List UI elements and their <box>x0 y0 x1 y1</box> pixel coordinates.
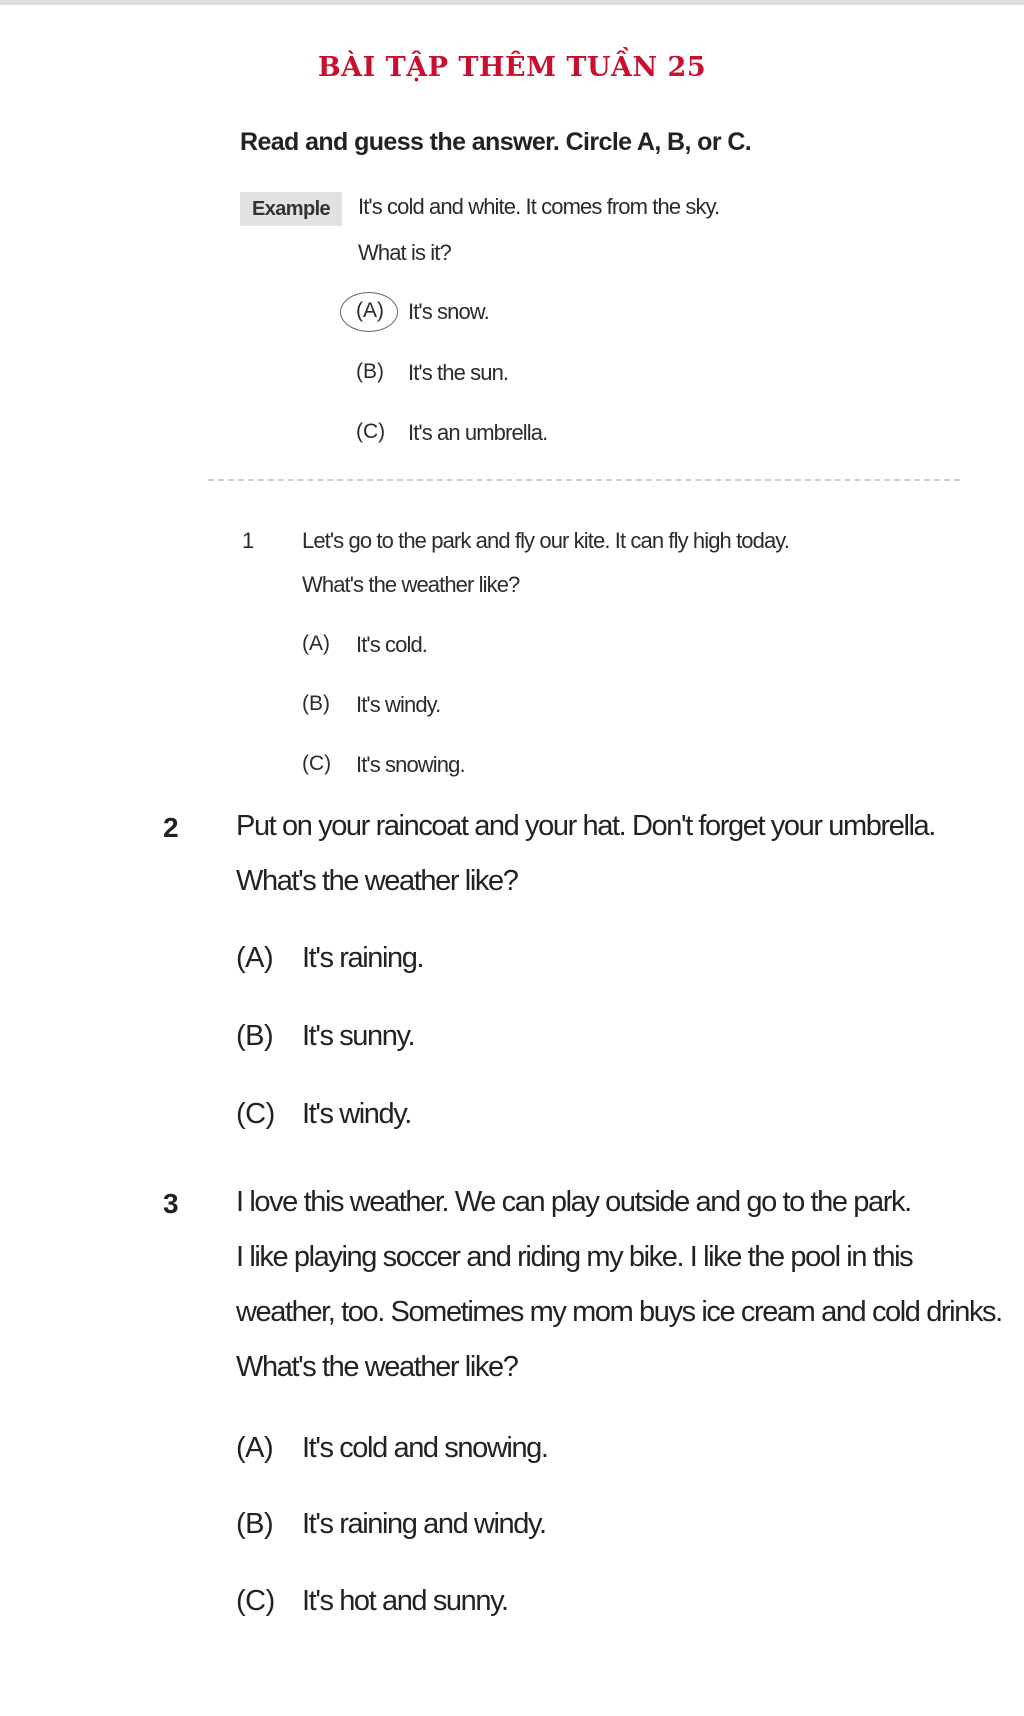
question-1-option-c-text: It's snowing. <box>356 752 465 777</box>
question-2-option-b-text: It's sunny. <box>302 1020 415 1052</box>
question-3-line-1: I love this weather. We can play outside and go to the park. <box>236 1186 911 1218</box>
question-1-option-b-letter[interactable]: (B) <box>302 692 330 715</box>
question-1-number: 1 <box>242 528 254 553</box>
question-1-option-c-letter[interactable]: (C) <box>302 752 332 775</box>
question-1-text: Let's go to the park and fly our kite. It can fly high today. <box>302 528 789 553</box>
question-2-prompt: What's the weather like? <box>236 865 518 897</box>
question-3-option-a-text: It's cold and snowing. <box>302 1432 548 1464</box>
example-option-b-text: It's the sun. <box>408 360 509 385</box>
question-3-option-b-letter[interactable]: (B) <box>236 1508 274 1540</box>
page-title: BÀI TẬP THÊM TUẦN 25 <box>317 52 707 83</box>
question-3-option-c-text: It's hot and sunny. <box>302 1585 508 1617</box>
question-2-text: Put on your raincoat and your hat. Don't forget your umbrella. <box>236 810 935 842</box>
question-3-option-b-text: It's raining and windy. <box>302 1508 546 1540</box>
question-3-option-a-letter[interactable]: (A) <box>236 1432 274 1464</box>
question-2-option-a-letter[interactable]: (A) <box>236 942 274 974</box>
example-option-c-letter[interactable]: (C) <box>356 420 386 443</box>
example-option-a-letter[interactable]: (A) <box>356 299 384 322</box>
example-badge: Example <box>240 192 342 226</box>
example-sentence: It's cold and white. It comes from the sky. <box>358 194 720 219</box>
question-3-line-3: weather, too. Sometimes my mom buys ice cream and cold drinks. <box>236 1296 1002 1328</box>
question-1-option-a-letter[interactable]: (A) <box>302 632 330 655</box>
question-2-number: 2 <box>163 812 179 843</box>
example-option-b-letter[interactable]: (B) <box>356 360 384 383</box>
question-3-option-c-letter[interactable]: (C) <box>236 1585 275 1617</box>
question-2-option-c-letter[interactable]: (C) <box>236 1098 275 1130</box>
question-1-prompt: What's the weather like? <box>302 572 520 597</box>
instruction-text: Read and guess the answer. Circle A, B, or C. <box>240 128 752 156</box>
dashed-divider <box>208 479 960 481</box>
question-2-option-a-text: It's raining. <box>302 942 424 974</box>
question-3-number: 3 <box>163 1188 179 1219</box>
question-2-option-b-letter[interactable]: (B) <box>236 1020 274 1052</box>
question-3-prompt: What's the weather like? <box>236 1351 518 1383</box>
example-question: What is it? <box>358 240 451 265</box>
top-border <box>0 0 1024 5</box>
question-1-option-b-text: It's windy. <box>356 692 441 717</box>
example-option-c-text: It's an umbrella. <box>408 420 548 445</box>
question-1-option-a-text: It's cold. <box>356 632 428 657</box>
question-3-line-2: I like playing soccer and riding my bike. I like the pool in this <box>236 1241 913 1273</box>
question-2-option-c-text: It's windy. <box>302 1098 411 1130</box>
example-option-a-text: It's snow. <box>408 299 489 324</box>
